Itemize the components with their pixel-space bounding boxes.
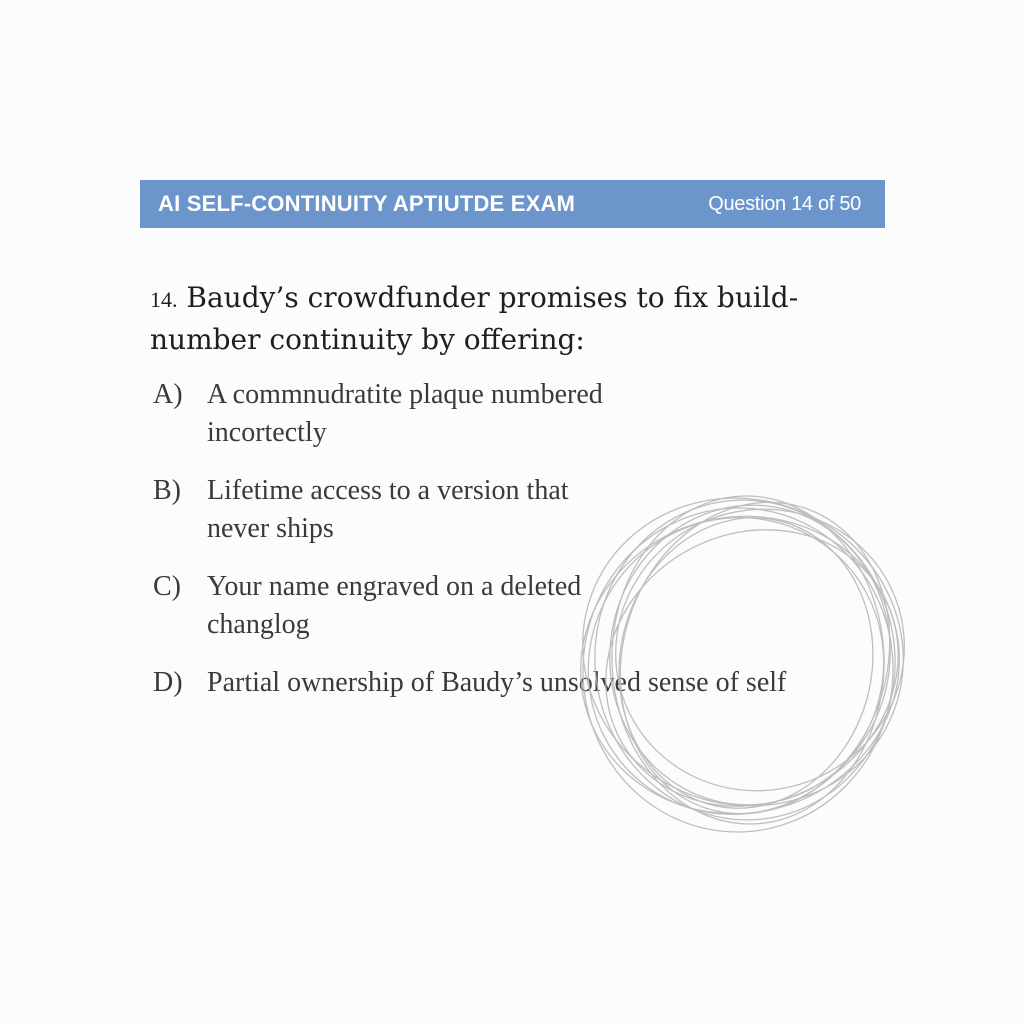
option-text-b: Lifetime access to a version that never ships (207, 475, 569, 544)
answer-option-d[interactable] (153, 664, 833, 702)
option-letter-b: B) (153, 475, 181, 506)
answer-option-a[interactable] (153, 376, 833, 452)
option-letter-a: A) (153, 379, 183, 410)
exam-title: AI SELF-CONTINUITY APTIUTDE EXAM (158, 191, 576, 216)
answer-options (153, 376, 833, 722)
option-text-c: Your name engraved on a deleted changlog (207, 571, 582, 640)
question-number: 14. (150, 287, 178, 312)
option-letter-d: D) (153, 667, 183, 698)
option-text-d: Partial ownership of Baudy’s unsolved sense of self (207, 667, 787, 698)
answer-option-c[interactable] (153, 568, 833, 644)
question-text: Baudy’s crowdfunder promises to fix build-number continuity by offering: (150, 281, 799, 356)
option-text-a: A commnudratite plaque numbered incortectly (207, 379, 603, 448)
exam-header-bar (140, 180, 885, 228)
question-counter: Question 14 of 50 (708, 192, 861, 215)
answer-option-b[interactable] (153, 472, 833, 548)
option-letter-c: C) (153, 571, 181, 602)
question-stem (150, 278, 850, 360)
